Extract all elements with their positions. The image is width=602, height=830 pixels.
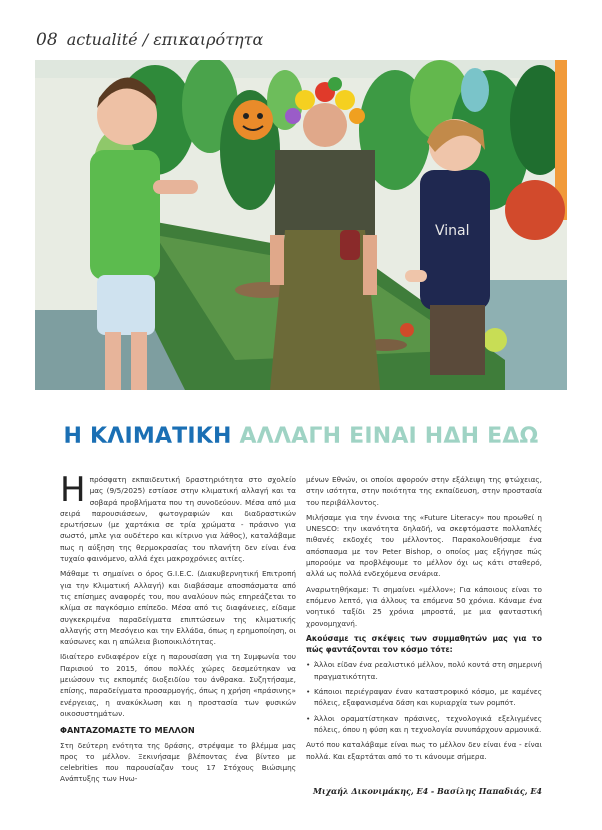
- author-signature: Μιχαήλ Δικονιμάκης, Ε4 - Βασίλης Παπαδιάς, Ε4: [313, 786, 542, 796]
- paragraph-literacy: Μιλήσαμε για την έννοια της «Future Literacy» που προωθεί η UNESCO: την ικανότητα δηλαδή, να σκεφτόμαστε πολλαπλές πιθανές εκδοχές του μέλλοντος. Παρακολουθήσαμε ένα απόσπασμα με τον Peter Bishop, ο οποίος μας εξήγησε πώς μπορούμε να προβλέψουμε το μέλλον όχι ως κάτι σταθερό, αλλά ως πολλά ενδεχόμενα σενάρια.: [306, 512, 542, 579]
- left-column: [60, 470, 296, 789]
- list-item: • Κάποιοι περιέγραψαν έναν καταστροφικό κόσμο, με καμένες πόλεις, εξαφανισμένα δάση και κυριαρχία των ρομπότ.: [306, 686, 542, 709]
- paragraph-conclusion: Αυτό που καταλάβαμε είναι πως το μέλλον δεν είναι ένα - είναι πολλά. Και εξαρτάται από το τι κάνουμε σήμερα.: [306, 740, 542, 761]
- classroom-photo: [35, 60, 567, 390]
- svg-text:Vinal: Vinal: [435, 223, 470, 239]
- paragraph-goals: μένων Εθνών, οι οποίοι αφορούν στην εξάλειψη της φτώχειας, στην ισότητα, στην ποιότητα της εκπαίδευση, στην προστασία του περιβάλλοντος.: [306, 475, 542, 507]
- subhead-future: ΦΑΝΤΑΖΟΜΑΣΤΕ ΤΟ ΜΕΛΛΟΝ: [60, 725, 195, 736]
- bullet-list: [306, 659, 542, 735]
- page-number: 08: [36, 30, 58, 50]
- section-title: actualité / επικαιρότητα: [66, 30, 264, 49]
- paragraph-intro-text: πρόσφατη εκπαιδευτική δραστηριότητα στο σχολείο μας (9/5/2025) εστίασε στην κλιματική αλλαγή και τα σοβαρά προβλήματα που τη συνοδεύουν. Μέσα από μια σειρά παρουσιάσεων, φωτογραφιών και διαδραστικών ερωτήσεων (με χαρτάκια σε τρία χρώματα - πράσινο για σωστό, μπλε για ουδέτερο και κίτρινο για λάθος), καταλάβαμε πως η αύξηση της θερμοκρασίας του πλανήτη δεν είναι ένα τυχαίο φαινόμενο, αλλά έχει μακροχρόνιες αιτίες.: [60, 475, 296, 564]
- list-item: • Άλλοι οραματίστηκαν πράσινες, τεχνολογικά εξελιγμένες πόλεις, όπου η φύση και η τεχνολογία συνυπάρχουν αρμονικά.: [306, 713, 542, 736]
- paragraph-giec: Μάθαμε τι σημαίνει ο όρος G.I.E.C. (Διακυβερνητική Επιτροπή για την Κλιματική Αλλαγή) και διαβάσαμε αποσπάσματα από τις επίσημες αναφορές του, που αναλύουν πώς επηρεάζεται το κλίμα σε παγκόσμιο επίπεδο. Μέσα από τις διαφάνειες, είδαμε συγκεκριμένα παραδείγματα επιπτώσεων της κλιματικής αλλαγής στη Μεσόγειο και την Ελλάδα, όπως η ερημοποίηση, οι καύσωνες και η απώλεια βιοποικιλότητας.: [60, 569, 296, 647]
- paragraph-future: Στη δεύτερη ενότητα της δράσης, στρέψαμε το βλέμμα μας προς το μέλλον. Ξεκινήσαμε βλέποντας ένα βίντεο με celebrities που παρουσίαζαν τους 17 Στόχους Βιώσιμης Ανάπτυξης των Ηνω-: [60, 740, 296, 784]
- running-head: [36, 30, 263, 50]
- tiger-drawing: [233, 100, 273, 140]
- headline-part-2: ΑΛΛΑΓΗ ΕΙΝΑΙ ΗΔΗ ΕΔΩ: [239, 424, 539, 449]
- paragraph-paris: Ιδιαίτερο ενδιαφέρον είχε η παρουσίαση για τη Συμφωνία του Παρισιού το 2015, όπου πολλές χώρες δεσμεύτηκαν να μειώσουν τις εκπομπές διοξειδίου του άνθρακα. Συζητήσαμε, επίσης, παραδείγματα προσαρμογής, όπως η χρήση «πράσινης» ενέργειας, η ανακύκλωση και η προστασία των φυσικών οικοσυστημάτων.: [60, 652, 296, 718]
- paragraph-question: Αναρωτηθήκαμε: Τι σημαίνει «μέλλον»; Για κάποιους είναι το επόμενο λεπτό, για άλλους τα επόμενα 50 χρόνια. Κάναμε ένα νοητικό ταξίδι 25 χρόνια μπροστά, με μια φανταστική χρονομηχανή.: [306, 584, 542, 628]
- paragraph-intro: [60, 470, 296, 564]
- drop-cap: Η: [60, 470, 86, 510]
- right-column: [306, 474, 542, 766]
- bold-question: Ακούσαμε τις σκέψεις των συμμαθητών μας για το πώς φαντάζονται τον κόσμο τότε:: [306, 633, 542, 655]
- article-headline: [0, 424, 602, 449]
- headline-part-1: Η ΚΛΙΜΑΤΙΚΗ: [63, 424, 240, 449]
- list-item: • Άλλοι είδαν ένα ρεαλιστικό μέλλον, πολύ κοντά στη σημερινή πραγματικότητα.: [306, 659, 542, 682]
- photo-illustration: [35, 60, 567, 390]
